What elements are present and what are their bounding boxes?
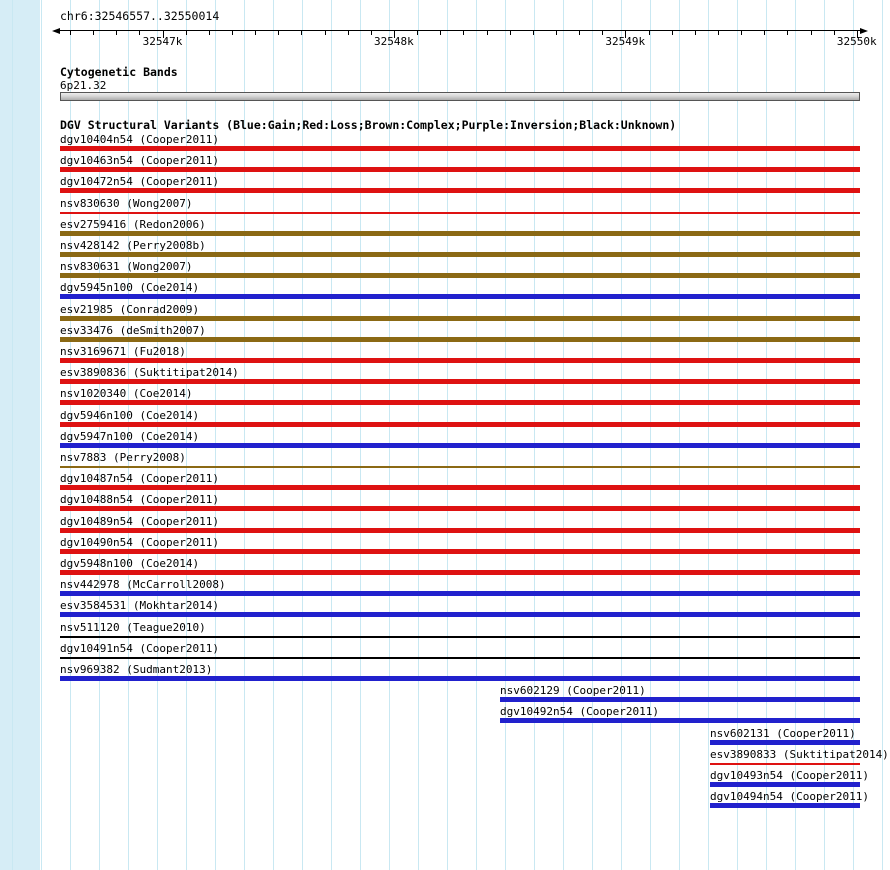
variant-bar[interactable] [60,443,860,448]
ruler-tick-label: 32547k [142,35,183,48]
variant-bar[interactable] [500,697,860,702]
variant-label[interactable]: nsv602129 (Cooper2011) [500,684,646,698]
variant-bar[interactable] [710,740,860,745]
variant-bar[interactable] [710,803,860,808]
ruler-tick [556,31,557,35]
variant-label[interactable]: nsv511120 (Teague2010) [60,620,206,634]
variant-label[interactable]: dgv10472n54 (Cooper2011) [60,175,219,189]
variant-bar[interactable] [60,212,860,214]
variant-bar[interactable] [500,718,860,723]
ruler-tick [579,31,580,35]
ruler-tick [695,31,696,35]
grid-line [679,0,680,870]
ruler-tick [139,31,140,35]
variant-bar[interactable] [60,316,860,321]
variant-label[interactable]: nsv1020340 (Coe2014) [60,387,193,401]
ruler-tick [741,31,742,35]
variant-label[interactable]: dgv5946n100 (Coe2014) [60,408,200,422]
ruler-tick [764,31,765,35]
variant-label[interactable]: dgv5948n100 (Coe2014) [60,557,200,570]
ruler-tick [186,31,187,35]
variant-label[interactable]: dgv10463n54 (Cooper2011) [60,154,219,168]
ruler-tick-label: 32549k [605,35,646,48]
variant-label[interactable]: nsv428142 (Perry2008b) [60,239,206,252]
variant-bar[interactable] [60,657,860,659]
variant-label[interactable]: dgv10493n54 (Cooper2011) [710,769,869,782]
ruler-tick [487,31,488,35]
variant-bar[interactable] [60,379,860,384]
ruler-tick [718,31,719,35]
variant-label[interactable]: nsv442978 (McCarroll2008) [60,578,226,592]
grid-line [882,0,883,870]
ruler-tick [255,31,256,35]
ruler-tick [463,31,464,35]
variant-label[interactable]: nsv3169671 (Fu2018) [60,345,186,358]
variant-label[interactable]: dgv10488n54 (Cooper2011) [60,493,219,507]
variant-bar[interactable] [710,782,860,787]
variant-label[interactable]: esv21985 (Conrad2009) [60,302,200,316]
ruler-tick-label: 32550k [836,35,877,48]
ruler-tick [787,31,788,35]
variant-label[interactable]: esv3584531 (Mokhtar2014) [60,599,219,613]
ruler-tick [70,31,71,35]
ruler-line [60,30,860,31]
ruler-tick [116,31,117,35]
variant-label[interactable]: nsv602131 (Cooper2011) [710,726,856,740]
ruler-tick [811,31,812,35]
ruler-tick-label: 32548k [374,35,414,48]
ruler-right-arrow-icon [860,28,868,34]
variant-label[interactable]: dgv10492n54 (Cooper2011) [500,705,659,719]
ruler-tick [232,31,233,35]
ruler-tick [440,31,441,35]
variant-label[interactable]: nsv830630 (Wong2007) [60,196,193,210]
variant-bar[interactable] [60,422,860,427]
ruler-tick [672,31,673,35]
ruler-tick [93,31,94,35]
variant-bar[interactable] [60,146,860,151]
ruler-tick [510,31,511,35]
variant-bar[interactable] [710,763,860,765]
variant-bar[interactable] [60,167,860,172]
region-coordinates: chr6:32546557..32550014 [60,9,220,23]
variant-label[interactable]: nsv830631 (Wong2007) [60,260,193,274]
ruler-tick [602,31,603,35]
ruler-tick [371,31,372,35]
variant-label[interactable]: esv3890833 (Suktitipat2014) [710,747,889,761]
ruler-tick [533,31,534,35]
variant-bar[interactable] [60,466,860,468]
ruler-tick [209,31,210,35]
variant-label[interactable]: dgv10490n54 (Cooper2011) [60,535,219,549]
variant-label[interactable]: dgv10487n54 (Cooper2011) [60,472,219,486]
variant-bar[interactable] [60,570,860,575]
ruler-tick [417,31,418,35]
variant-bar[interactable] [60,485,860,490]
variant-bar[interactable] [60,188,860,193]
variant-bar[interactable] [60,337,860,342]
variant-bar[interactable] [60,636,860,638]
grid-line [12,0,13,870]
dgv-track-title: DGV Structural Variants (Blue:Gain;Red:Loss;Brown:Complex;Purple:Inversion;Black:Unknown) [60,118,677,132]
variant-label[interactable]: esv2759416 (Redon2006) [60,217,206,231]
variant-bar[interactable] [60,506,860,511]
grid-line [41,0,42,870]
variant-bar[interactable] [60,231,860,236]
variant-label[interactable]: nsv7883 (Perry2008) [60,451,186,464]
variant-bar[interactable] [60,591,860,596]
variant-label[interactable]: dgv10404n54 (Cooper2011) [60,133,219,146]
cytogenetic-bands-title: Cytogenetic Bands [60,65,178,79]
variant-bar[interactable] [60,549,860,554]
variant-label[interactable]: esv33476 (deSmith2007) [60,323,206,337]
left-margin [0,0,40,870]
variant-bar[interactable] [60,612,860,617]
cytoband-bar[interactable] [60,92,860,101]
variant-label[interactable]: dgv5945n100 (Coe2014) [60,281,200,295]
ruler-tick [834,31,835,35]
cytoband-label[interactable]: 6p21.32 [60,79,107,92]
variant-bar[interactable] [60,676,860,681]
ruler-tick [325,31,326,35]
ruler-left-arrow-icon [52,28,60,34]
variant-label[interactable]: dgv10491n54 (Cooper2011) [60,641,219,655]
ruler-tick [649,31,650,35]
ruler-tick [278,31,279,35]
variant-bar[interactable] [60,358,860,363]
variant-bar[interactable] [60,294,860,299]
ruler-tick [348,31,349,35]
variant-bar[interactable] [60,400,860,405]
variant-label[interactable]: nsv969382 (Sudmant2013) [60,663,213,676]
variant-bar[interactable] [60,273,860,278]
variant-bar[interactable] [60,252,860,257]
variant-label[interactable]: dgv10489n54 (Cooper2011) [60,514,219,528]
variant-label[interactable]: esv3890836 (Suktitipat2014) [60,366,239,380]
variant-bar[interactable] [60,528,860,533]
grid-line [708,0,709,870]
variant-label[interactable]: dgv5947n100 (Coe2014) [60,429,200,443]
ruler-tick [301,31,302,35]
variant-label[interactable]: dgv10494n54 (Cooper2011) [710,790,869,804]
